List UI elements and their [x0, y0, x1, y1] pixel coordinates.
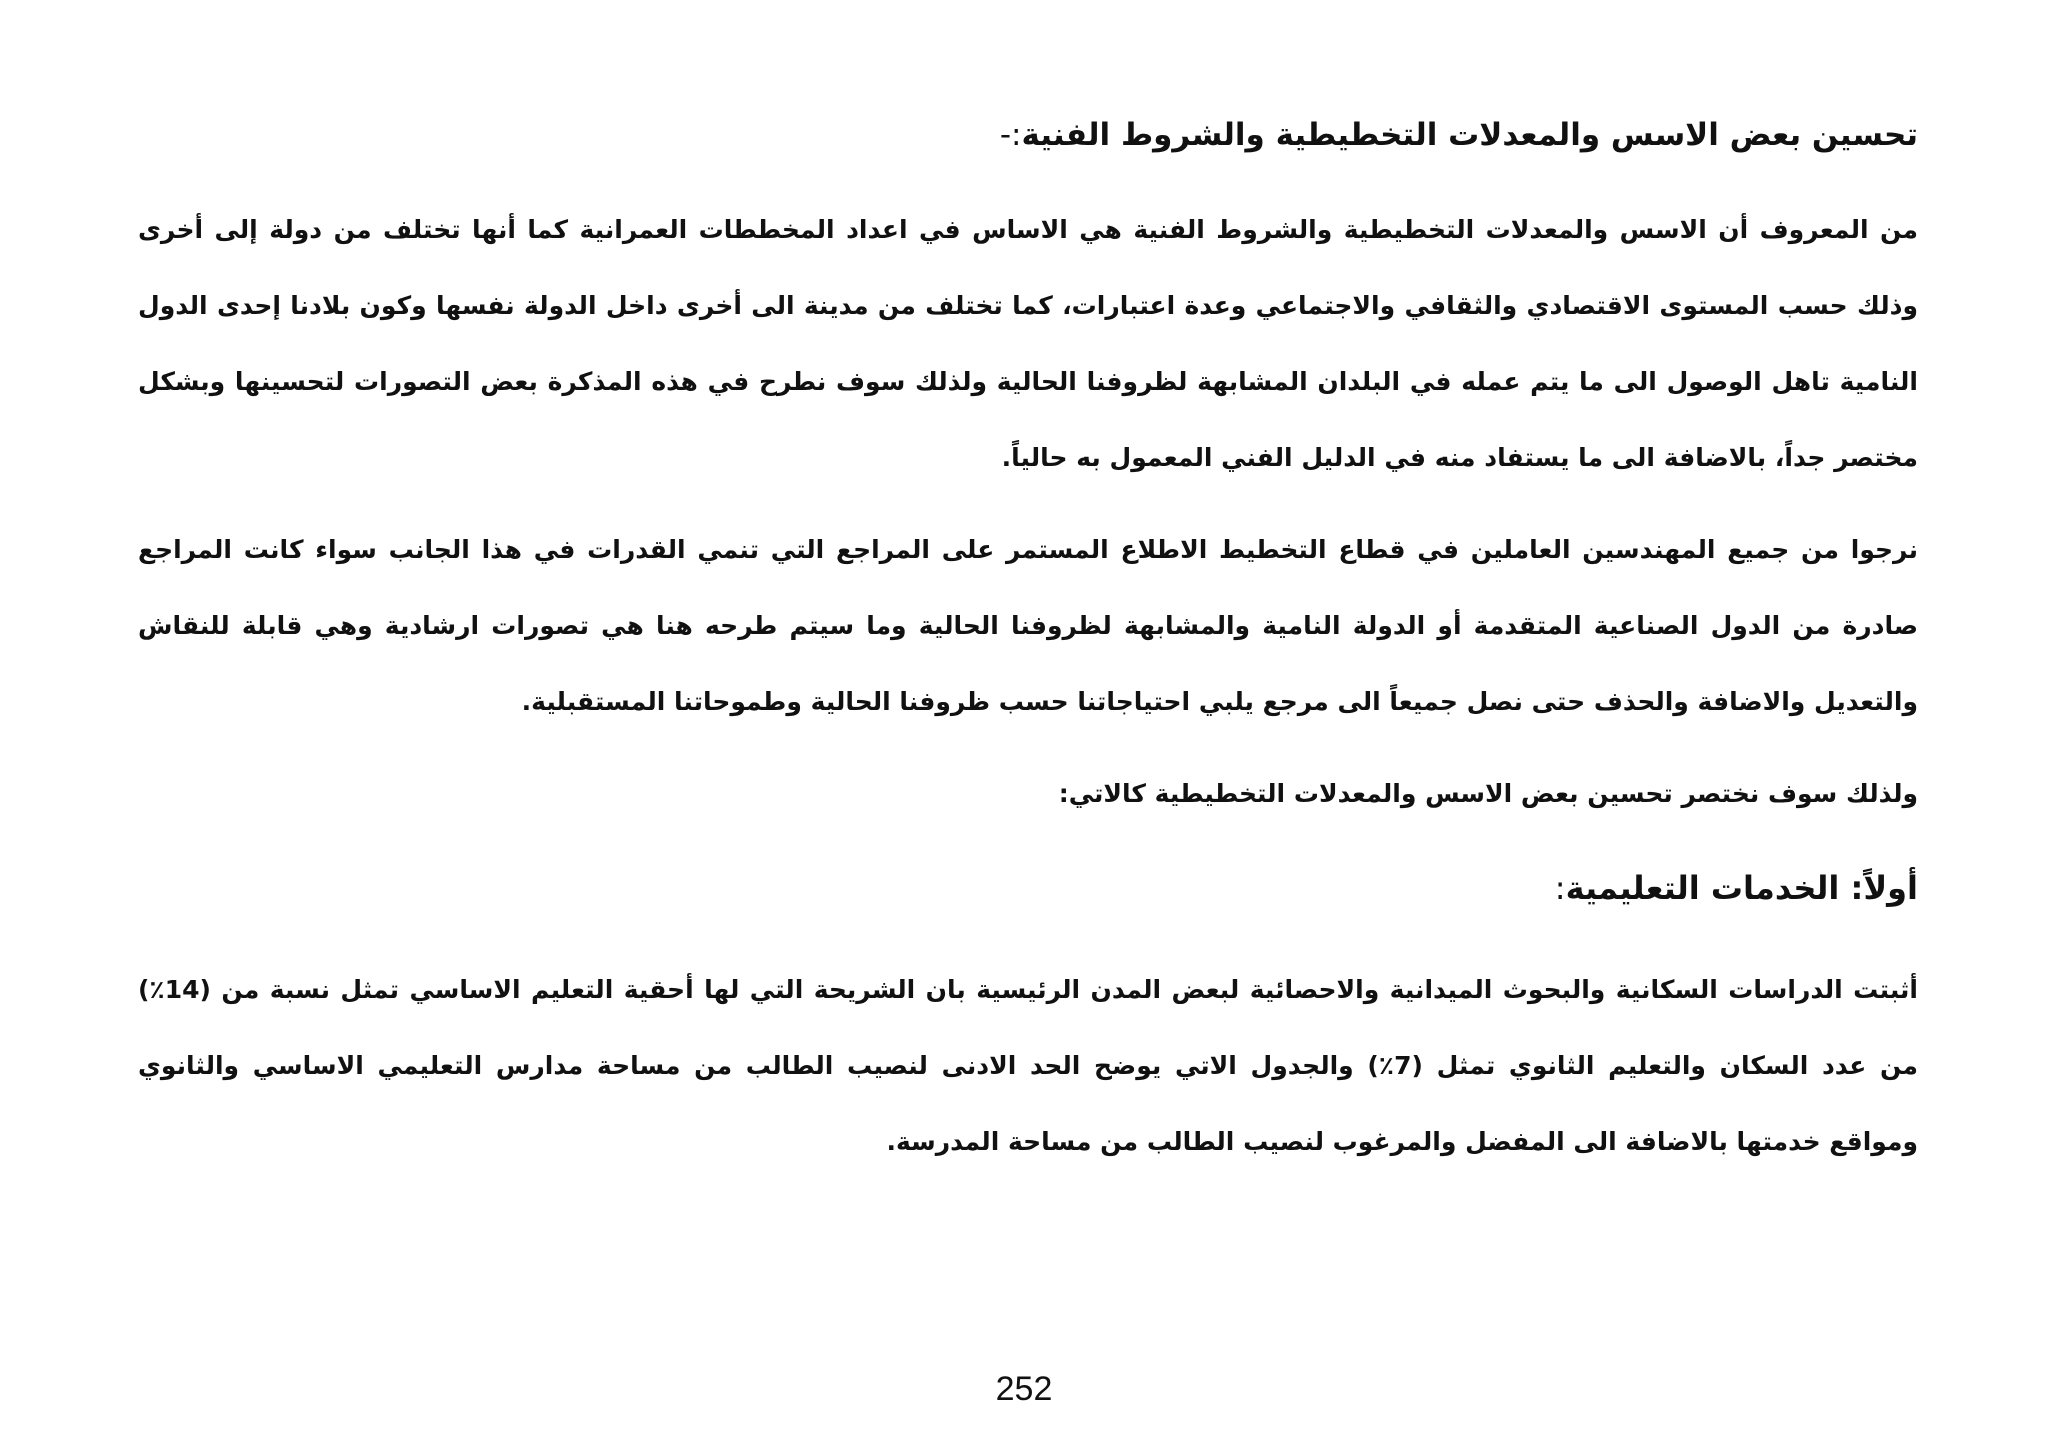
section-heading-text: تحسين بعض الاسس والمعدلات التخطيطية والشروط الفنية — [1021, 117, 1918, 153]
education-services-heading-suffix: : — [1554, 869, 1566, 907]
recommendation-paragraph: نرجوا من جميع المهندسين العاملين في قطاع التخطيط الاطلاع المستمر على المراجع التي تنمي القدرات في هذا الجانب سواء كانت المراجع صادرة من الدول الصناعية المتقدمة أو الدولة النامية والمشابهة لظروفنا الحالية وما سيتم طرحه هنا هي تصورات ارشادية وهي قابلة للنقاش والتعديل والاضافة والحذف حتى نصل جميعاً الى مرجع يلبي احتياجاتنا حسب ظروفنا الحالية وطموحاتنا المستقبلية. — [138, 535, 1918, 716]
education-services-heading-text: أولاً: الخدمات التعليمية — [1565, 869, 1918, 907]
document-body — [138, 100, 1918, 1196]
page-number: 252 — [995, 1370, 1053, 1408]
section-heading — [138, 100, 1918, 170]
education-services-heading — [138, 858, 1918, 918]
summary-paragraph: ولذلك سوف نختصر تحسين بعض الاسس والمعدلات التخطيطية كالاتي: — [1058, 779, 1918, 808]
section-heading-suffix: :- — [999, 117, 1022, 153]
intro-paragraph: من المعروف أن الاسس والمعدلات التخطيطية والشروط الفنية هي الاساس في اعداد المخططات العمرانية كما أنها تختلف من دولة إلى أخرى وذلك حسب المستوى الاقتصادي والثقافي والاجتماعي وعدة اعتبارات، كما تختلف من مدينة الى أخرى داخل الدولة نفسها وكون بلادنا إحدى الدول النامية تاهل الوصول الى ما يتم عمله في البلدان المشابهة لظروفنا الحالية ولذلك سوف نطرح في هذه المذكرة بعض التصورات لتحسينها وبشكل مختصر جداً، بالاضافة الى ما يستفاد منه في الدليل الفني المعمول به حالياً. — [138, 215, 1918, 472]
education-paragraph: أثبتت الدراسات السكانية والبحوث الميدانية والاحصائية لبعض المدن الرئيسية بان الشريحة التي لها أحقية التعليم الاساسي تمثل نسبة من (14٪) من عدد السكان والتعليم الثانوي تمثل (7٪) والجدول الاتي يوضح الحد الادنى لنصيب الطالب من مساحة مدارس التعليمي الاساسي والثانوي ومواقع خدمتها بالاضافة الى المفضل والمرغوب لنصيب الطالب من مساحة المدرسة. — [138, 975, 1918, 1156]
